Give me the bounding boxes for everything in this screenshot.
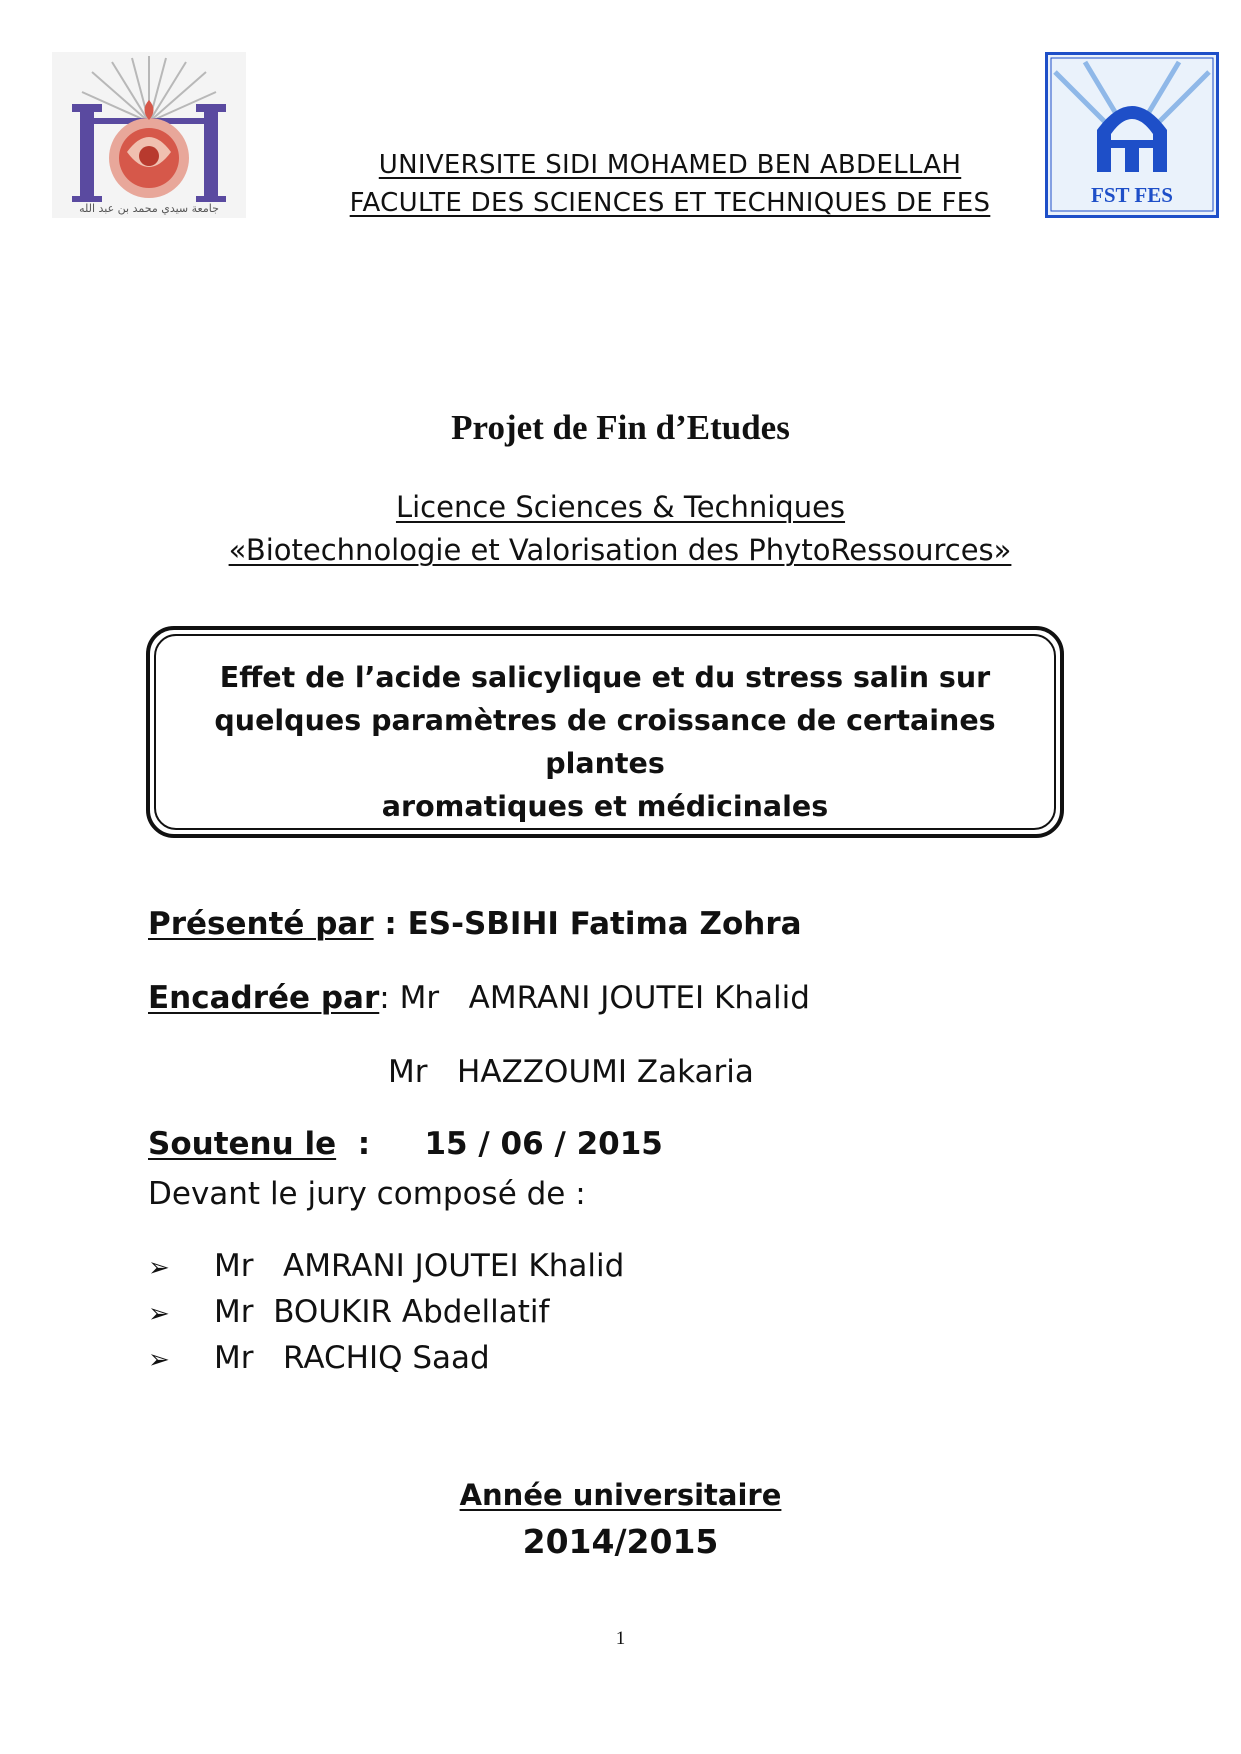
subject-line: aromatiques et médicinales bbox=[381, 790, 829, 823]
jury-member: Mr BOUKIR Abdellatif bbox=[214, 1294, 550, 1330]
jury-member: Mr RACHIQ Saad bbox=[214, 1340, 490, 1376]
arrow-bullet-icon: ➢ bbox=[148, 1253, 170, 1283]
document-title: Projet de Fin d’Etudes bbox=[451, 408, 790, 447]
academic-year-label bbox=[0, 1478, 1241, 1512]
jury-intro: Devant le jury composé de : bbox=[148, 1176, 586, 1212]
jury-list-item bbox=[148, 1248, 624, 1284]
academic-year-label-text: Année universitaire bbox=[459, 1478, 782, 1512]
jury-member: Mr AMRANI JOUTEI Khalid bbox=[214, 1248, 625, 1284]
defense-row bbox=[148, 1126, 663, 1162]
supervised-row bbox=[148, 980, 810, 1016]
supervisor-name: Mr AMRANI JOUTEI Khalid bbox=[399, 980, 810, 1016]
defense-label: Soutenu le bbox=[148, 1126, 337, 1162]
faculty-name: FACULTE DES SCIENCES ET TECHNIQUES DE FES bbox=[349, 188, 991, 218]
page-number: 1 bbox=[615, 1628, 626, 1649]
svg-text:جامعة سيدي محمد بن عبد الله: جامعة سيدي محمد بن عبد الله bbox=[79, 202, 219, 215]
arrow-bullet-icon: ➢ bbox=[148, 1345, 170, 1375]
defense-date: 15 / 06 / 2015 bbox=[424, 1126, 663, 1162]
subject-line: quelques paramètres de croissance de certaines plantes bbox=[214, 704, 996, 780]
supervised-label: Encadrée par bbox=[148, 980, 380, 1016]
defense-separator: : bbox=[336, 1126, 403, 1162]
presented-label: Présenté par bbox=[148, 906, 374, 942]
university-name: UNIVERSITE SIDI MOHAMED BEN ABDELLAH bbox=[378, 150, 962, 180]
fst-fes-logo-icon bbox=[1045, 52, 1219, 218]
speciality-label: «Biotechnologie et Valorisation des PhytoRessources» bbox=[228, 533, 1012, 567]
jury-list-item bbox=[148, 1294, 549, 1330]
supervised-separator: : bbox=[379, 980, 400, 1016]
supervisor-name: Mr HAZZOUMI Zakaria bbox=[388, 1054, 754, 1090]
presented-separator: : bbox=[373, 906, 408, 942]
presented-row bbox=[148, 906, 802, 942]
arrow-bullet-icon: ➢ bbox=[148, 1299, 170, 1329]
subject-box bbox=[146, 626, 1064, 838]
jury-list-item bbox=[148, 1340, 490, 1376]
student-name: ES-SBIHI Fatima Zohra bbox=[407, 906, 802, 942]
subject-line: Effet de l’acide salicylique et du stress salin sur bbox=[219, 661, 991, 694]
academic-year: 2014/2015 bbox=[522, 1522, 719, 1561]
subject-title bbox=[176, 656, 1034, 828]
svg-text:FST FES: FST FES bbox=[1091, 183, 1173, 207]
licence-label: Licence Sciences & Techniques bbox=[395, 490, 846, 524]
university-emblem-icon bbox=[52, 52, 246, 218]
